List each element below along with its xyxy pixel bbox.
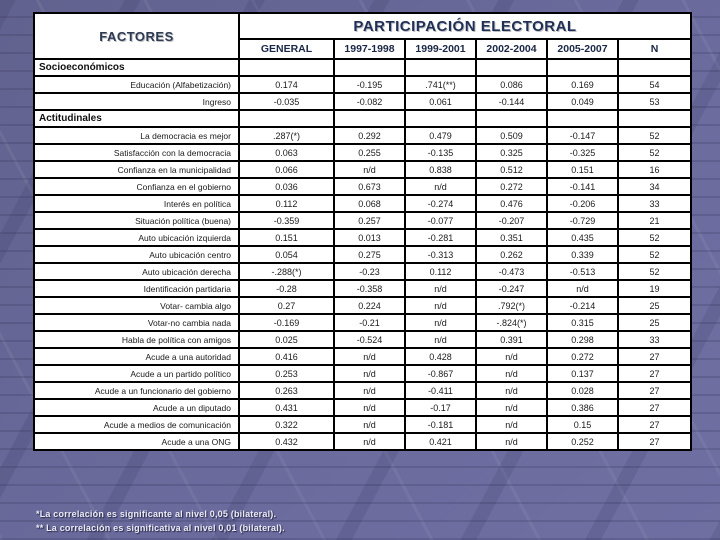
- table-row: [34, 399, 691, 416]
- cell-value: -0.135: [405, 144, 476, 161]
- cell-value: -0.729: [547, 212, 618, 229]
- cell-value: 0.025: [239, 331, 334, 348]
- cell-value: -0.247: [476, 280, 547, 297]
- cell-value: -0.169: [239, 314, 334, 331]
- cell-value: 0.292: [334, 127, 405, 144]
- cell-value: 0.428: [405, 348, 476, 365]
- cell-value: 52: [618, 263, 691, 280]
- cell-value: 0.435: [547, 229, 618, 246]
- cell-value: -0.23: [334, 263, 405, 280]
- cell-value: 52: [618, 246, 691, 263]
- cell-value: 0.224: [334, 297, 405, 314]
- cell-value: 27: [618, 365, 691, 382]
- cell-value: 19: [618, 280, 691, 297]
- cell-value: 0.322: [239, 416, 334, 433]
- cell-value: -0.147: [547, 127, 618, 144]
- cell-value: n/d: [405, 178, 476, 195]
- cell-value: 0.27: [239, 297, 334, 314]
- cell-value: n/d: [476, 348, 547, 365]
- cell-value: n/d: [334, 433, 405, 450]
- cell-value: 0.15: [547, 416, 618, 433]
- cell-value: -0.141: [547, 178, 618, 195]
- factor-label: Acude a medios de comunicación: [34, 416, 239, 433]
- table-row: [34, 212, 691, 229]
- cell-value: n/d: [334, 365, 405, 382]
- factor-label: Auto ubicación izquierda: [34, 229, 239, 246]
- cell-value: .792(*): [476, 297, 547, 314]
- factor-label: Acude a una autoridad: [34, 348, 239, 365]
- factor-label: Confianza en la municipalidad: [34, 161, 239, 178]
- cell-value: n/d: [476, 382, 547, 399]
- cell-value: 0.416: [239, 348, 334, 365]
- table-row: [34, 178, 691, 195]
- cell-value: n/d: [476, 399, 547, 416]
- table-row: [34, 195, 691, 212]
- factor-label: Habla de política con amigos: [34, 331, 239, 348]
- factor-label: Acude a un funcionario del gobierno: [34, 382, 239, 399]
- cell-value: 52: [618, 144, 691, 161]
- cell-value: 0.351: [476, 229, 547, 246]
- cell-value: [239, 59, 334, 76]
- participacion-electoral-title: PARTICIPACIÓN ELECTORAL: [239, 13, 691, 39]
- cell-value: 0.263: [239, 382, 334, 399]
- cell-value: 0.086: [476, 76, 547, 93]
- cell-value: 0.431: [239, 399, 334, 416]
- table-row: [34, 331, 691, 348]
- cell-value: [405, 110, 476, 127]
- factor-label: Auto ubicación derecha: [34, 263, 239, 280]
- cell-value: 0.063: [239, 144, 334, 161]
- table-row: [34, 263, 691, 280]
- table-row: [34, 246, 691, 263]
- cell-value: 0.169: [547, 76, 618, 93]
- cell-value: 0.253: [239, 365, 334, 382]
- cell-value: 0.432: [239, 433, 334, 450]
- cell-value: 0.838: [405, 161, 476, 178]
- table-row: [34, 314, 691, 331]
- section-row: [34, 110, 691, 127]
- factor-label: Acude a un diputado: [34, 399, 239, 416]
- table-row: [34, 76, 691, 93]
- cell-value: -0.274: [405, 195, 476, 212]
- cell-value: 0.339: [547, 246, 618, 263]
- section-row: [34, 59, 691, 76]
- factor-label: Acude a una ONG: [34, 433, 239, 450]
- table-header-row-main: [34, 13, 691, 39]
- column-header-0: GENERAL: [239, 39, 334, 59]
- cell-value: 54: [618, 76, 691, 93]
- footnotes: [36, 507, 285, 535]
- cell-value: [476, 59, 547, 76]
- cell-value: 0.421: [405, 433, 476, 450]
- factores-title: FACTORES: [34, 13, 239, 59]
- factor-label: Satisfacción con la democracia: [34, 144, 239, 161]
- cell-value: -.288(*): [239, 263, 334, 280]
- cell-value: 52: [618, 229, 691, 246]
- table-row: [34, 297, 691, 314]
- cell-value: -0.206: [547, 195, 618, 212]
- cell-value: 0.315: [547, 314, 618, 331]
- cell-value: n/d: [476, 433, 547, 450]
- factor-label: Situación política (buena): [34, 212, 239, 229]
- table-row: [34, 280, 691, 297]
- cell-value: 0.386: [547, 399, 618, 416]
- table-row: [34, 348, 691, 365]
- cell-value: 53: [618, 93, 691, 110]
- cell-value: [547, 110, 618, 127]
- cell-value: 0.174: [239, 76, 334, 93]
- cell-value: 16: [618, 161, 691, 178]
- cell-value: 27: [618, 399, 691, 416]
- cell-value: 0.252: [547, 433, 618, 450]
- cell-value: 0.298: [547, 331, 618, 348]
- cell-value: -0.035: [239, 93, 334, 110]
- cell-value: 33: [618, 331, 691, 348]
- cell-value: 27: [618, 433, 691, 450]
- factor-label: Auto ubicación centro: [34, 246, 239, 263]
- factor-label: Acude a un partido político: [34, 365, 239, 382]
- cell-value: n/d: [476, 416, 547, 433]
- cell-value: 0.479: [405, 127, 476, 144]
- cell-value: 0.137: [547, 365, 618, 382]
- factor-label: Votar- cambia algo: [34, 297, 239, 314]
- cell-value: n/d: [334, 382, 405, 399]
- factor-label: Confianza en el gobierno: [34, 178, 239, 195]
- cell-value: -0.17: [405, 399, 476, 416]
- table-row: [34, 93, 691, 110]
- cell-value: -0.358: [334, 280, 405, 297]
- table-row: [34, 144, 691, 161]
- cell-value: 0.272: [476, 178, 547, 195]
- cell-value: -0.325: [547, 144, 618, 161]
- cell-value: -0.077: [405, 212, 476, 229]
- cell-value: 0.262: [476, 246, 547, 263]
- factor-label: La democracia es mejor: [34, 127, 239, 144]
- factor-label: Votar-no cambia nada: [34, 314, 239, 331]
- table-row: [34, 416, 691, 433]
- factor-label: Identificación partidaria: [34, 280, 239, 297]
- cell-value: 0.013: [334, 229, 405, 246]
- cell-value: 25: [618, 297, 691, 314]
- cell-value: [547, 59, 618, 76]
- cell-value: -0.473: [476, 263, 547, 280]
- cell-value: 0.476: [476, 195, 547, 212]
- cell-value: 0.325: [476, 144, 547, 161]
- cell-value: n/d: [547, 280, 618, 297]
- cell-value: 0.391: [476, 331, 547, 348]
- cell-value: 0.151: [239, 229, 334, 246]
- cell-value: -0.313: [405, 246, 476, 263]
- cell-value: 27: [618, 416, 691, 433]
- cell-value: 0.673: [334, 178, 405, 195]
- cell-value: n/d: [334, 161, 405, 178]
- cell-value: 0.068: [334, 195, 405, 212]
- cell-value: -0.195: [334, 76, 405, 93]
- cell-value: [476, 110, 547, 127]
- column-header-5: N: [618, 39, 691, 59]
- cell-value: n/d: [405, 331, 476, 348]
- cell-value: [405, 59, 476, 76]
- column-header-2: 1999-2001: [405, 39, 476, 59]
- cell-value: [239, 110, 334, 127]
- table-row: [34, 365, 691, 382]
- cell-value: 0.061: [405, 93, 476, 110]
- cell-value: .287(*): [239, 127, 334, 144]
- cell-value: n/d: [334, 399, 405, 416]
- footnote-significance-001: ** La correlación es significativa al nivel 0,01 (bilateral).: [36, 523, 285, 533]
- cell-value: 0.257: [334, 212, 405, 229]
- cell-value: 0.509: [476, 127, 547, 144]
- cell-value: 0.054: [239, 246, 334, 263]
- cell-value: 27: [618, 348, 691, 365]
- cell-value: [618, 59, 691, 76]
- cell-value: 0.272: [547, 348, 618, 365]
- column-header-1: 1997-1998: [334, 39, 405, 59]
- cell-value: [618, 110, 691, 127]
- cell-value: 0.036: [239, 178, 334, 195]
- cell-value: -0.513: [547, 263, 618, 280]
- section-label: Actitudinales: [34, 110, 239, 127]
- cell-value: [334, 59, 405, 76]
- footnote-significance-005: *La correlación es significante al nivel 0,05 (bilateral).: [36, 509, 277, 519]
- cell-value: -0.181: [405, 416, 476, 433]
- cell-value: 0.028: [547, 382, 618, 399]
- cell-value: n/d: [405, 280, 476, 297]
- factor-label: Ingreso: [34, 93, 239, 110]
- column-header-3: 2002-2004: [476, 39, 547, 59]
- cell-value: n/d: [405, 297, 476, 314]
- cell-value: -0.524: [334, 331, 405, 348]
- factor-label: Interés en política: [34, 195, 239, 212]
- cell-value: -0.411: [405, 382, 476, 399]
- column-header-4: 2005-2007: [547, 39, 618, 59]
- cell-value: 0.112: [405, 263, 476, 280]
- cell-value: -0.214: [547, 297, 618, 314]
- cell-value: -0.359: [239, 212, 334, 229]
- table-row: [34, 229, 691, 246]
- cell-value: 0.275: [334, 246, 405, 263]
- table-row: [34, 161, 691, 178]
- cell-value: 34: [618, 178, 691, 195]
- cell-value: 0.151: [547, 161, 618, 178]
- correlation-table: [33, 12, 692, 451]
- cell-value: n/d: [334, 416, 405, 433]
- cell-value: 27: [618, 382, 691, 399]
- cell-value: -0.28: [239, 280, 334, 297]
- factor-label: Educación (Alfabetización): [34, 76, 239, 93]
- cell-value: 0.112: [239, 195, 334, 212]
- cell-value: [334, 110, 405, 127]
- section-label: Socioeconómicos: [34, 59, 239, 76]
- cell-value: n/d: [334, 348, 405, 365]
- cell-value: 0.512: [476, 161, 547, 178]
- cell-value: 0.255: [334, 144, 405, 161]
- table-row: [34, 127, 691, 144]
- cell-value: -0.207: [476, 212, 547, 229]
- cell-value: 0.066: [239, 161, 334, 178]
- cell-value: -0.144: [476, 93, 547, 110]
- cell-value: -0.082: [334, 93, 405, 110]
- cell-value: 0.049: [547, 93, 618, 110]
- table-row: [34, 382, 691, 399]
- cell-value: .741(**): [405, 76, 476, 93]
- cell-value: -0.867: [405, 365, 476, 382]
- cell-value: -0.21: [334, 314, 405, 331]
- cell-value: -.824(*): [476, 314, 547, 331]
- cell-value: -0.281: [405, 229, 476, 246]
- cell-value: 33: [618, 195, 691, 212]
- cell-value: 21: [618, 212, 691, 229]
- cell-value: n/d: [476, 365, 547, 382]
- cell-value: 25: [618, 314, 691, 331]
- cell-value: 52: [618, 127, 691, 144]
- table-row: [34, 433, 691, 450]
- cell-value: n/d: [405, 314, 476, 331]
